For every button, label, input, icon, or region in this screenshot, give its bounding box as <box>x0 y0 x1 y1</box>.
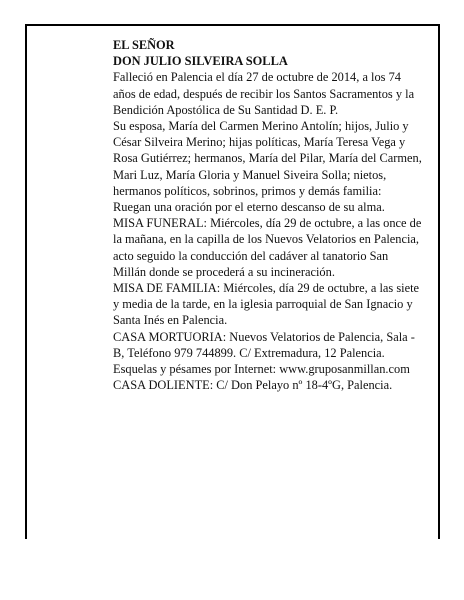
family-list: Su esposa, María del Carmen Merino Antolín; hijos, Julio y César Silveira Merino; hijas políticas, María Teresa Vega y Rosa Gutiérrez; hermanos, María del Pilar, María del Carmen, Mari Luz, María Gloria y Manuel Siveira Solla; nietos, hermanos políticos, sobrinos, primos y demás familia: <box>113 119 422 198</box>
family-mass: MISA DE FAMILIA: Miércoles, día 29 de octubre, a las siete y media de la tarde, en la iglesia parroquial de San Ignacio y Santa Inés en Palencia. <box>113 281 420 328</box>
deceased-name: DON JULIO SILVEIRA SOLLA <box>113 54 288 69</box>
internet-condolences: Esquelas y pésames por Internet: www.gruposanmillan.com <box>113 362 410 377</box>
funeral-mass: MISA FUNERAL: Miércoles, día 29 de octubre, a las once de la mañana, en la capilla de los Nuevos Velatorios en Palencia, acto seguido la conducción del cadáver al tanatorio San Millán donde se procederá a su incineración. <box>113 216 422 279</box>
frame-right-border <box>438 24 440 539</box>
mourning-house: CASA DOLIENTE: C/ Don Pelayo nº 18-4ºG, Palencia. <box>113 378 393 393</box>
funeral-home: CASA MORTUORIA: Nuevos Velatorios de Palencia, Sala - B, Teléfono 979 744899. C/ Extremadura, 12 Palencia. <box>113 329 415 360</box>
heading-title: EL SEÑOR <box>113 38 175 52</box>
obituary-text <box>113 37 423 393</box>
prayer-request: Ruegan una oración por el eterno descanso de su alma. <box>113 200 385 215</box>
frame-top-border <box>25 24 440 26</box>
frame-left-border <box>25 24 27 539</box>
death-announcement: Falleció en Palencia el día 27 de octubre de 2014, a los 74 años de edad, después de recibir los Santos Sacramentos y la Bendición Apostólica de Su Santidad D. E. P. <box>113 70 415 117</box>
